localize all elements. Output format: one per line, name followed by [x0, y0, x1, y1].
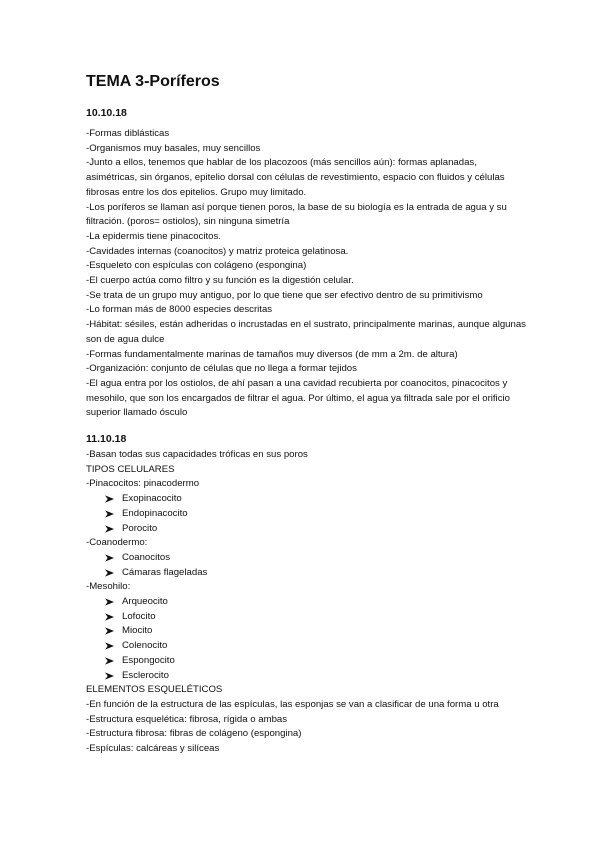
- list-item-label: Endopinacocito: [122, 507, 188, 519]
- list-item-label: Arqueocito: [122, 596, 168, 608]
- arrow-bullet-icon: [105, 525, 114, 533]
- text-line: -Cavidades internas (coanocitos) y matriz proteica gelatinosa.: [86, 245, 349, 257]
- list-item-label: Lofocito: [122, 610, 156, 622]
- bullet-list: [86, 551, 526, 580]
- group-label: -Coanodermo:: [86, 537, 148, 549]
- text-line: -Espículas: calcáreas y silíceas: [86, 743, 220, 755]
- list-item: [86, 551, 526, 566]
- arrow-bullet-icon: [105, 642, 114, 650]
- arrow-bullet-icon: [105, 569, 114, 577]
- section-heading: ELEMENTOS ESQUELÉTICOS: [86, 684, 223, 696]
- list-item-label: Porocito: [122, 522, 158, 534]
- text-line: -Organismos muy basales, muy sencillos: [86, 142, 261, 154]
- bullet-list: [86, 492, 526, 536]
- section-body: [86, 448, 526, 757]
- arrow-bullet-icon: [105, 598, 114, 606]
- list-item-label: Cámaras flageladas: [122, 566, 208, 578]
- arrow-bullet-icon: [105, 554, 114, 562]
- bullet-list: [86, 595, 526, 683]
- list-item: [86, 654, 526, 669]
- text-line: -Estructura fibrosa: fibras de colágeno (espongina): [86, 728, 302, 740]
- group-label: -Pinacocitos: pinacodermo: [86, 478, 200, 490]
- text-line: -Organización: conjunto de células que no llega a formar tejidos: [86, 363, 357, 375]
- list-item: [86, 522, 526, 537]
- section-date: 11.10.18: [86, 433, 127, 445]
- list-item-label: Coanocitos: [122, 551, 170, 563]
- list-item-label: Esclerocito: [122, 669, 169, 681]
- text-line: -Formas diblásticas: [86, 128, 170, 139]
- list-item: [86, 507, 526, 522]
- text-line: -Lo forman más de 8000 especies descritas: [86, 304, 273, 316]
- list-item-label: Colenocito: [122, 640, 168, 652]
- arrow-bullet-icon: [105, 672, 114, 680]
- list-item-label: Espongocito: [122, 654, 175, 666]
- arrow-bullet-icon: [105, 613, 114, 621]
- section-heading: TIPOS CELULARES: [86, 463, 175, 475]
- arrow-bullet-icon: [105, 627, 114, 635]
- text-line: -Se trata de un grupo muy antiguo, por lo que tiene que ser efectivo dentro de su primitivismo: [86, 289, 483, 301]
- document-title: TEMA 3-Poríferos: [86, 73, 220, 90]
- text-line: -Esqueleto con espículas con colágeno (espongina): [86, 260, 307, 272]
- text-line: -Hábitat: sésiles, están adheridas o incrustadas en el sustrato, principalmente marinas, aunque algunas son de agua dulce: [86, 319, 526, 345]
- text-line: -Estructura esquelética: fibrosa, rígida o ambas: [86, 713, 288, 725]
- text-line: -La epidermis tiene pinacocitos.: [86, 230, 221, 242]
- text-line: -En función de la estructura de las espículas, las esponjas se van a clasificar de una forma u otra: [86, 698, 499, 710]
- text-line: -Basan todas sus capacidades tróficas en sus poros: [86, 449, 308, 460]
- list-item: [86, 669, 526, 684]
- list-item: [86, 492, 526, 507]
- text-line: -El cuerpo actúa como filtro y su función es la digestión celular.: [86, 275, 354, 287]
- group-label: -Mesohilo:: [86, 581, 131, 593]
- list-item: [86, 624, 526, 639]
- list-item-label: Exopinacocito: [122, 493, 182, 505]
- text-line: -Formas fundamentalmente marinas de tamaños muy diversos (de mm a 2m. de altura): [86, 348, 458, 360]
- list-item: [86, 566, 526, 581]
- list-item: [86, 610, 526, 625]
- text-line: -Junto a ellos, tenemos que hablar de los placozoos (más sencillos aún): formas aplanadas, asimétricas, sin órganos, epitelio dorsal con células de revestimiento, espacio con fluidos y células fibrosas entre los dos epitelios. Grupo muy limitado.: [86, 157, 505, 198]
- text-line: -El agua entra por los ostiolos, de ahí pasan a una cavidad recubierta por coanocitos, pinacocitos y mesohilo, que son los encargados de filtrar el agua. Por último, el agua ya filtrada sale por el orificio superior llamado ósculo: [86, 377, 510, 419]
- section-body: [86, 127, 526, 421]
- arrow-bullet-icon: [105, 510, 114, 518]
- section-date: 10.10.18: [86, 107, 127, 119]
- list-item: [86, 639, 526, 654]
- list-item: [86, 595, 526, 610]
- arrow-bullet-icon: [105, 657, 114, 665]
- list-item-label: Miocito: [122, 625, 153, 637]
- text-line: -Los poríferos se llaman así porque tienen poros, la base de su biología es la entrada de agua y su filtración. (poros= ostiolos), sin ninguna simetría: [86, 201, 507, 228]
- arrow-bullet-icon: [105, 495, 114, 503]
